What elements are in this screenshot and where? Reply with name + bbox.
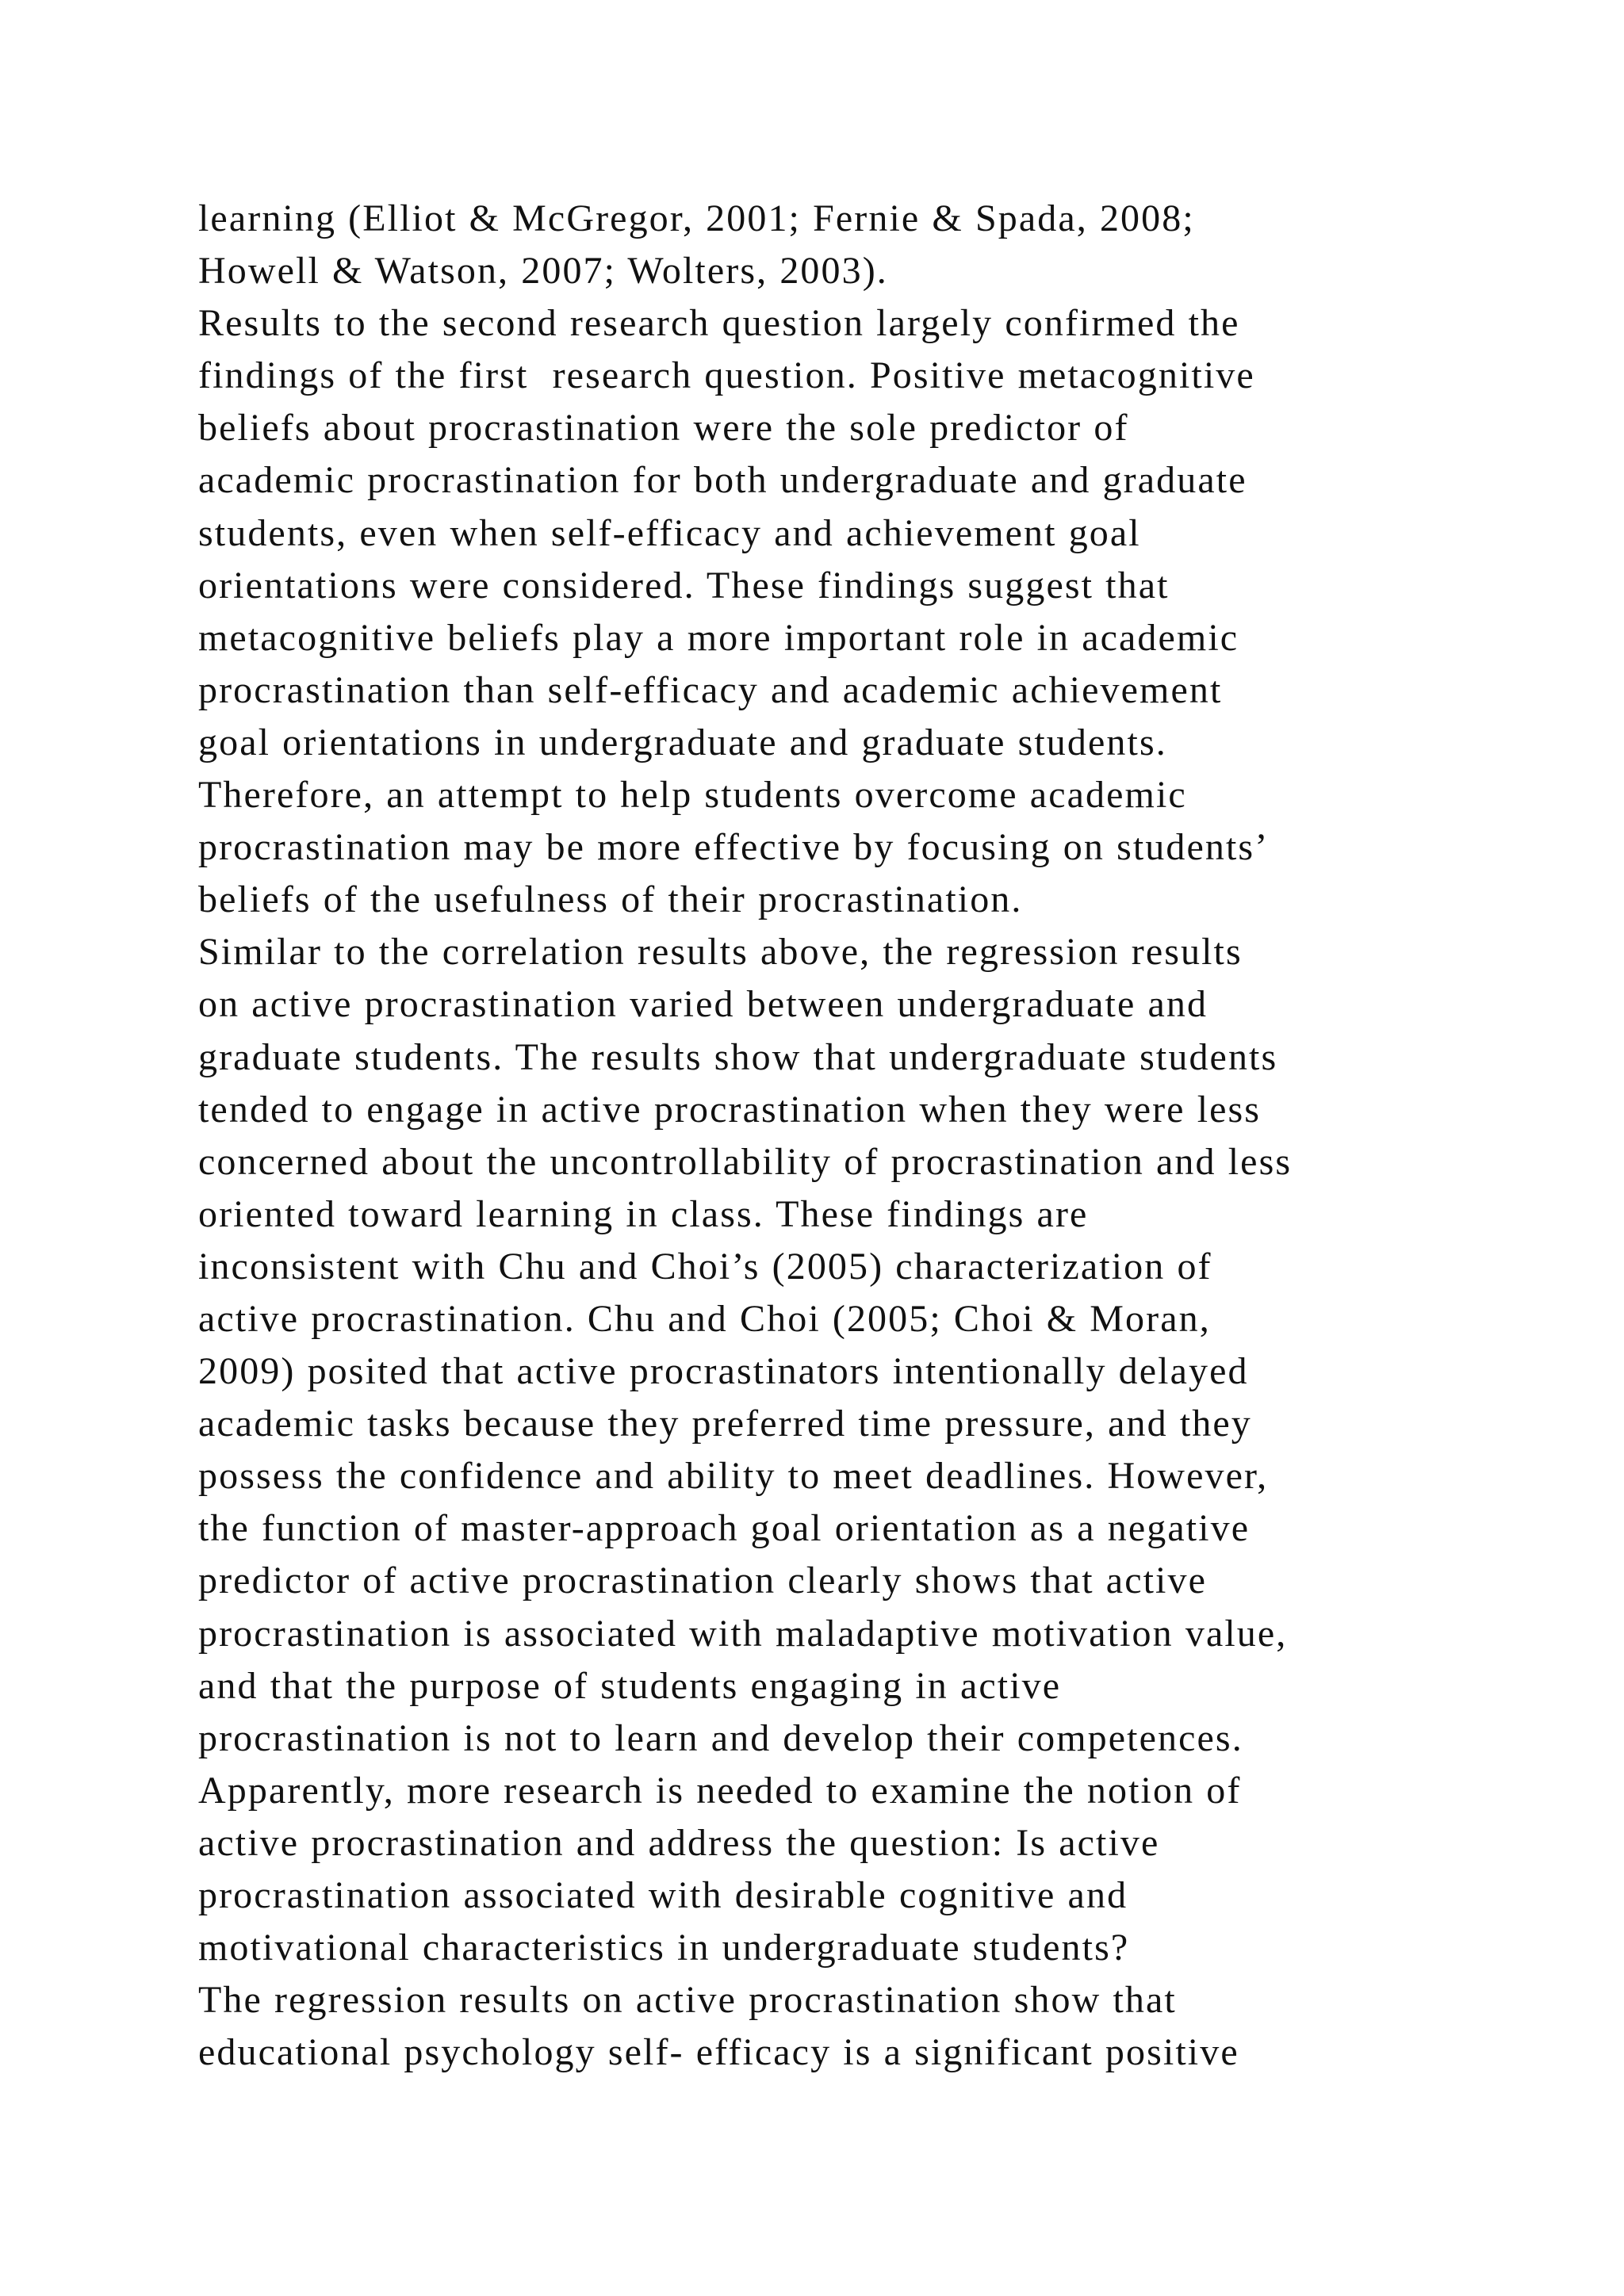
text-line: motivational characteristics in undergraduate students? [198, 1927, 1130, 1969]
text-line: beliefs about procrastination were the sole predictor of [198, 407, 1129, 450]
text-line: on active procrastination varied between undergraduate and [198, 983, 1208, 1026]
text-line: The regression results on active procrastination show that [198, 1979, 1177, 2022]
text-line: concerned about the uncontrollability of procrastination and less [198, 1140, 1293, 1183]
text-line: procrastination than self-efficacy and academic achievement [198, 668, 1223, 711]
text-line: Therefore, an attempt to help students overcome academic [198, 774, 1187, 817]
text-line: 2009) posited that active procrastinators intentionally delayed [198, 1350, 1249, 1393]
text-line: Howell & Watson, 2007; Wolters, 2003). [198, 250, 888, 293]
text-line: students, even when self-efficacy and achievement goal [198, 511, 1141, 554]
text-line: academic procrastination for both undergraduate and graduate [198, 459, 1247, 502]
text-line: Apparently, more research is needed to examine the notion of [198, 1769, 1242, 1812]
text-line: inconsistent with Chu and Choi’s (2005) characterization of [198, 1245, 1212, 1288]
text-line: predictor of active procrastination clearly shows that active [198, 1559, 1207, 1602]
text-line: the function of master-approach goal orientation as a negative [198, 1507, 1251, 1550]
text-line: procrastination associated with desirable cognitive and [198, 1874, 1128, 1916]
text-line: active procrastination and address the question: Is active [198, 1821, 1160, 1864]
text-line: procrastination is not to learn and develop their competences. [198, 1716, 1243, 1759]
text-line: educational psychology self- efficacy is a significant positive [198, 2031, 1239, 2074]
text-line: findings of the first research question. Positive metacognitive [198, 354, 1255, 397]
text-line: learning (Elliot & McGregor, 2001; Fernie & Spada, 2008; [198, 197, 1195, 239]
text-line: procrastination is associated with maladaptive motivation value, [198, 1612, 1288, 1655]
text-line: and that the purpose of students engaging in active [198, 1664, 1062, 1707]
text-line: procrastination may be more effective by focusing on students’ [198, 826, 1270, 869]
text-line: oriented toward learning in class. These findings are [198, 1192, 1089, 1235]
text-line: tended to engage in active procrastination when they were less [198, 1088, 1262, 1131]
text-line: goal orientations in undergraduate and graduate students. [198, 721, 1167, 763]
text-line: Similar to the correlation results above, the regression results [198, 931, 1243, 974]
text-line: Results to the second research question largely confirmed the [198, 302, 1240, 345]
text-line: possess the confidence and ability to meet deadlines. However, [198, 1455, 1269, 1498]
text-line: academic tasks because they preferred time pressure, and they [198, 1402, 1252, 1445]
text-line: active procrastination. Chu and Choi (2005; Choi & Moran, [198, 1297, 1211, 1340]
text-line: orientations were considered. These findings suggest that [198, 564, 1170, 607]
text-line: graduate students. The results show that undergraduate students [198, 1035, 1278, 1078]
text-line: metacognitive beliefs play a more important role in academic [198, 616, 1239, 659]
body-text [198, 193, 1546, 2079]
text-line: beliefs of the usefulness of their procrastination. [198, 878, 1023, 921]
